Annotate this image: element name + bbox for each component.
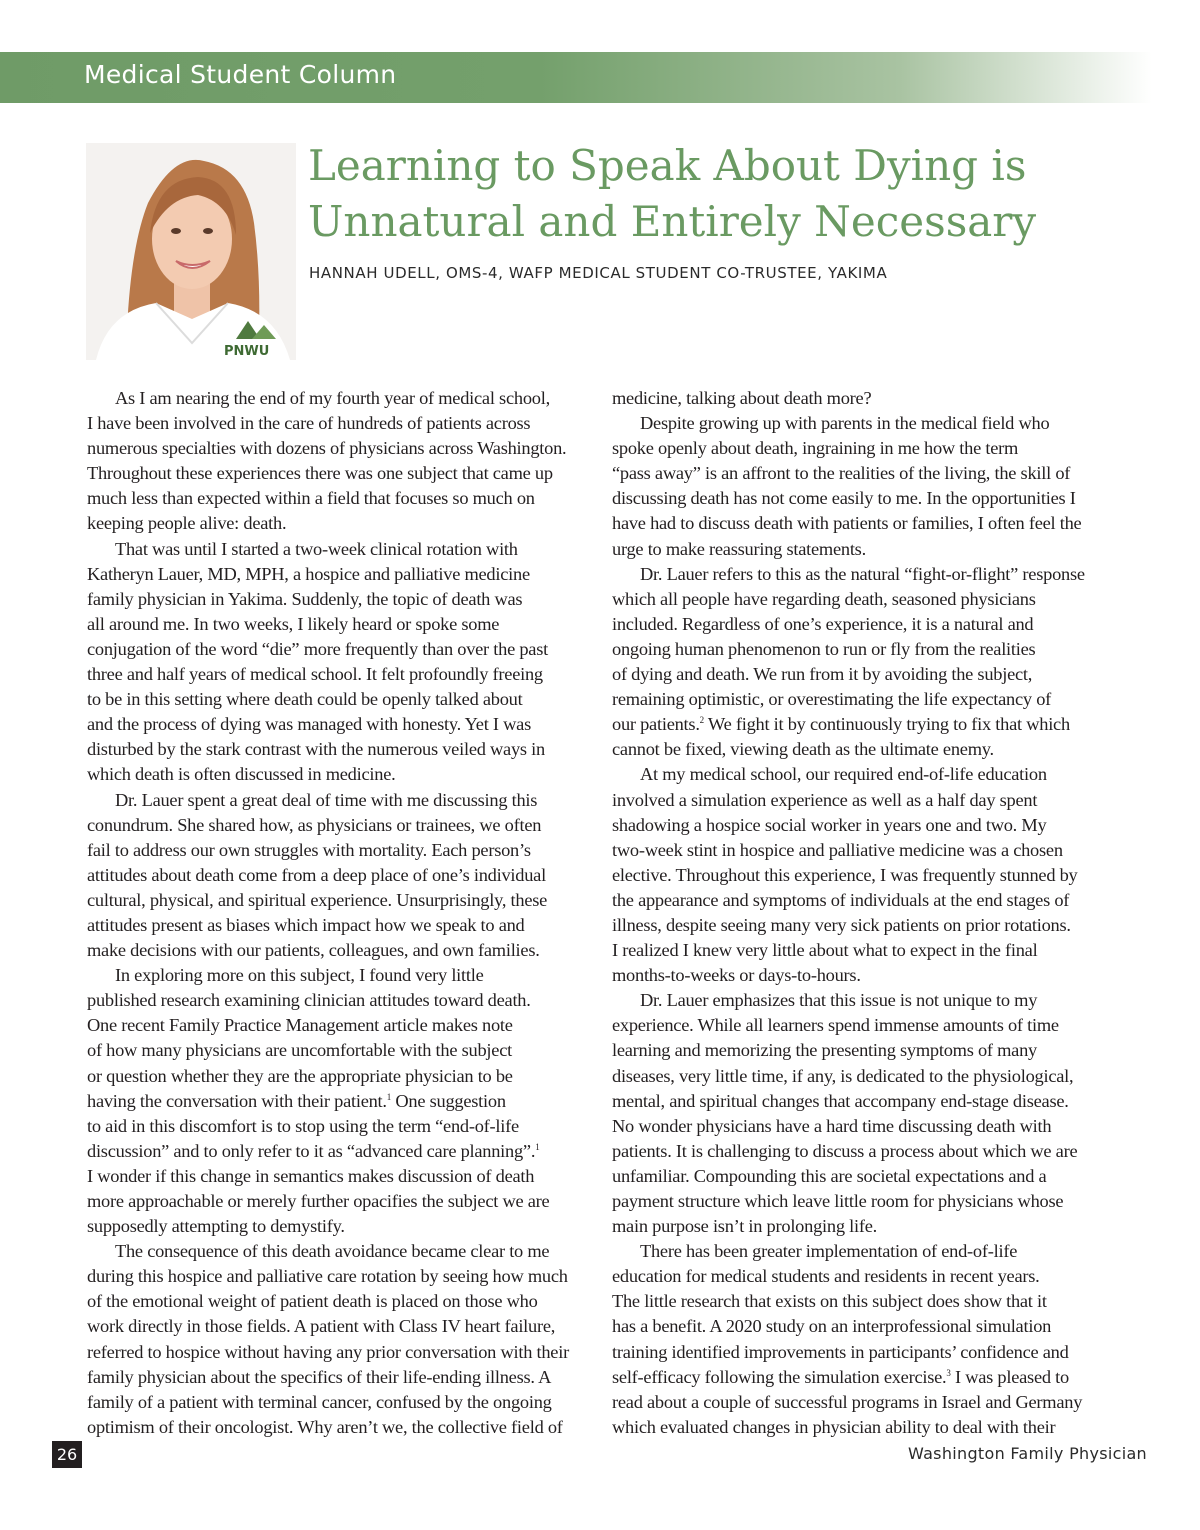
line-text: shadowing a hospice social worker in years one and two. My	[612, 814, 1047, 835]
text-line	[87, 687, 597, 712]
page-number: 26	[52, 1441, 82, 1468]
line-text: of dying and death. We run from it by avoiding the subject,	[612, 664, 1033, 685]
text-line	[612, 537, 1122, 562]
text-line	[87, 662, 597, 687]
text-line	[87, 562, 597, 587]
text-line	[87, 436, 597, 461]
line-text: which evaluated changes in physician ability to deal with their	[612, 1416, 1056, 1437]
line-text: cultural, physical, and spiritual experience. Unsurprisingly, these	[87, 889, 548, 910]
text-line	[612, 1239, 1122, 1264]
text-line	[87, 737, 597, 762]
line-text: attitudes present as biases which impact how we speak to and	[87, 914, 525, 935]
text-line	[612, 762, 1122, 787]
text-line	[87, 888, 597, 913]
text-line	[612, 461, 1122, 486]
text-line	[87, 762, 597, 787]
text-line	[612, 863, 1122, 888]
text-line	[612, 1264, 1122, 1289]
text-line	[87, 511, 597, 536]
text-line	[612, 888, 1122, 913]
line-text: make decisions with our patients, colleagues, and own families.	[87, 940, 540, 961]
line-text: the appearance and symptoms of individuals at the end stages of	[612, 889, 1070, 910]
line-text: education for medical students and residents in recent years.	[612, 1266, 1040, 1287]
line-text: our patients.	[612, 714, 700, 735]
line-text: disturbed by the stark contrast with the numerous veiled ways in	[87, 739, 545, 760]
line-text: Dr. Lauer emphasizes that this issue is not unique to my	[640, 990, 1038, 1011]
text-line	[87, 813, 597, 838]
line-text: At my medical school, our required end-of-life education	[640, 764, 1047, 785]
text-line	[612, 587, 1122, 612]
text-line	[612, 1114, 1122, 1139]
text-column-left	[87, 386, 597, 1440]
text-line	[612, 913, 1122, 938]
text-line	[87, 411, 597, 436]
text-line	[612, 1164, 1122, 1189]
text-line	[612, 662, 1122, 687]
text-line	[612, 988, 1122, 1013]
text-line	[612, 687, 1122, 712]
footnote-ref: 3	[946, 1367, 951, 1378]
text-line	[87, 1415, 597, 1440]
text-line	[612, 486, 1122, 511]
line-text: That was until I started a two-week clinical rotation with	[115, 538, 518, 559]
footnote-ref: 1	[535, 1141, 540, 1152]
text-line	[87, 838, 597, 863]
text-line	[87, 1264, 597, 1289]
line-text: urge to make reassuring statements.	[612, 538, 866, 559]
line-text: of the emotional weight of patient death is placed on those who	[87, 1291, 538, 1312]
section-banner	[0, 52, 1200, 103]
line-text: months-to-weeks or days-to-hours.	[612, 965, 861, 986]
text-line	[612, 1089, 1122, 1114]
text-line	[612, 1314, 1122, 1339]
line-text: experience. While all learners spend immense amounts of time	[612, 1015, 1059, 1036]
text-line	[87, 486, 597, 511]
text-line	[87, 1189, 597, 1214]
line-text: included. Regardless of one’s experience, it is a natural and	[612, 613, 1034, 634]
text-line	[612, 838, 1122, 863]
text-line	[612, 737, 1122, 762]
line-text: patients. It is challenging to discuss a process about which we are	[612, 1140, 1078, 1161]
text-line	[87, 537, 597, 562]
text-line	[87, 1038, 597, 1063]
line-text: mental, and spiritual changes that accompany end-stage disease.	[612, 1090, 1069, 1111]
text-line	[612, 436, 1122, 461]
text-line	[612, 712, 1122, 737]
line-text-continued: We fight it by continuously trying to fix that which	[703, 714, 1070, 735]
photo-badge: PNWU	[224, 344, 270, 359]
line-text: The little research that exists on this subject does show that it	[612, 1291, 1047, 1312]
line-text: family of a patient with terminal cancer, confused by the ongoing	[87, 1391, 552, 1412]
text-line	[612, 963, 1122, 988]
line-text: “pass away” is an affront to the realities of the living, the skill of	[612, 463, 1071, 484]
line-text: which death is often discussed in medicine.	[87, 764, 396, 785]
line-text: As I am nearing the end of my fourth year of medical school,	[115, 388, 550, 408]
text-line	[612, 813, 1122, 838]
text-line	[87, 1114, 597, 1139]
line-text: No wonder physicians have a hard time discussing death with	[612, 1115, 1052, 1136]
line-text: family physician in Yakima. Suddenly, the topic of death was	[87, 588, 523, 609]
text-line	[87, 863, 597, 888]
line-text: involved a simulation experience as well as a half day spent	[612, 789, 1038, 810]
text-line	[612, 1340, 1122, 1365]
text-line	[87, 1314, 597, 1339]
line-text: Throughout these experiences there was one subject that came up	[87, 463, 553, 484]
text-line	[87, 938, 597, 963]
line-text: spoke openly about death, ingraining in me how the term	[612, 438, 1019, 459]
line-text: diseases, very little time, if any, is dedicated to the physiological,	[612, 1065, 1074, 1086]
text-line	[87, 1289, 597, 1314]
line-text: attitudes about death come from a deep place of one’s individual	[87, 864, 546, 885]
text-line	[612, 411, 1122, 436]
line-text: supposedly attempting to demystify.	[87, 1216, 345, 1237]
text-line	[87, 612, 597, 637]
publication-name: Washington Family Physician	[907, 1444, 1147, 1463]
line-text: numerous specialties with dozens of physicians across Washington.	[87, 438, 567, 459]
text-line	[612, 386, 1122, 411]
line-text: cannot be fixed, viewing death as the ultimate enemy.	[612, 739, 994, 760]
line-text: and the process of dying was managed with honesty. Yet I was	[87, 714, 532, 735]
text-column-right	[612, 386, 1122, 1440]
text-line	[612, 637, 1122, 662]
text-line	[87, 1139, 597, 1164]
line-text: One recent Family Practice Management article makes note	[87, 1015, 513, 1036]
line-text: main purpose isn’t in prolonging life.	[612, 1216, 877, 1237]
title-line: Learning to Speak About Dying is	[308, 141, 1027, 190]
line-text-continued: One suggestion	[391, 1090, 506, 1111]
line-text: to be in this setting where death could be openly talked about	[87, 689, 523, 710]
footnote-ref: 2	[699, 715, 704, 726]
footnote-ref: 1	[386, 1091, 392, 1102]
text-line	[612, 1189, 1122, 1214]
text-line	[612, 1390, 1122, 1415]
text-line	[612, 1013, 1122, 1038]
text-line	[612, 511, 1122, 536]
text-line	[87, 587, 597, 612]
author-photo	[86, 143, 296, 360]
line-text: remaining optimistic, or overestimating the life expectancy of	[612, 689, 1052, 710]
line-text: has a benefit. A 2020 study on an interprofessional simulation	[612, 1316, 1052, 1337]
line-text: referred to hospice without having any prior conversation with their	[87, 1341, 569, 1362]
text-line	[87, 1013, 597, 1038]
text-line	[87, 712, 597, 737]
line-text: There has been greater implementation of end-of-life	[640, 1241, 1018, 1262]
section-title: Medical Student Column	[84, 60, 397, 89]
text-line	[87, 788, 597, 813]
line-text: I have been involved in the care of hundreds of patients across	[87, 413, 531, 434]
line-text: or question whether they are the appropriate physician to be	[87, 1065, 513, 1086]
text-line	[87, 1390, 597, 1415]
line-text: Dr. Lauer refers to this as the natural “fight-or-flight” response	[640, 563, 1085, 584]
line-text: during this hospice and palliative care rotation by seeing how much	[87, 1266, 568, 1287]
line-text: optimism of their oncologist. Why aren’t we, the collective field of	[87, 1416, 563, 1437]
line-text: published research examining clinician attitudes toward death.	[87, 990, 531, 1011]
line-text: self-efficacy following the simulation exercise.	[612, 1366, 947, 1387]
line-text: ongoing human phenomenon to run or fly from the realities	[612, 638, 1036, 659]
line-text: Dr. Lauer spent a great deal of time with me discussing this	[115, 789, 538, 810]
text-line	[87, 1064, 597, 1089]
text-line	[612, 1365, 1122, 1390]
text-line	[87, 963, 597, 988]
line-text: training identified improvements in participants’ confidence and	[612, 1341, 1069, 1362]
text-line	[612, 1139, 1122, 1164]
article-title	[308, 138, 1168, 250]
text-line	[87, 461, 597, 486]
line-text: family physician about the specifics of their life-ending illness. A	[87, 1366, 552, 1387]
text-line	[87, 1340, 597, 1365]
title-line: Unnatural and Entirely Necessary	[308, 197, 1037, 246]
line-text: have had to discuss death with patients or families, I often feel the	[612, 513, 1082, 534]
line-text: conundrum. She shared how, as physicians or trainees, we often	[87, 814, 542, 835]
line-text: two-week stint in hospice and palliative medicine was a chosen	[612, 839, 1063, 860]
line-text: three and half years of medical school. It felt profoundly freeing	[87, 664, 543, 685]
line-text: to aid in this discomfort is to stop using the term “end-of-life	[87, 1115, 519, 1136]
line-text: keeping people alive: death.	[87, 513, 287, 534]
author-byline: HANNAH UDELL, OMS-4, WAFP MEDICAL STUDENT CO-TRUSTEE, YAKIMA	[309, 264, 888, 282]
line-text: elective. Throughout this experience, I was frequently stunned by	[612, 864, 1078, 885]
line-text: much less than expected within a field that focuses so much on	[87, 488, 535, 509]
text-line	[612, 938, 1122, 963]
line-text: more approachable or merely further opacifies the subject we are	[87, 1191, 550, 1211]
text-line	[87, 1089, 597, 1114]
text-line	[612, 1064, 1122, 1089]
text-line	[612, 1289, 1122, 1314]
text-line	[87, 637, 597, 662]
line-text: of how many physicians are uncomfortable with the subject	[87, 1040, 512, 1061]
line-text: payment structure which leave little room for physicians whose	[612, 1191, 1064, 1211]
line-text: fail to address our own struggles with mortality. Each person’s	[87, 839, 531, 860]
line-text: medicine, talking about death more?	[612, 388, 872, 408]
text-line	[612, 612, 1122, 637]
line-text: conjugation of the word “die” more frequently than over the past	[87, 638, 548, 659]
line-text: all around me. In two weeks, I likely heard or spoke some	[87, 613, 500, 634]
line-text: read about a couple of successful programs in Israel and Germany	[612, 1391, 1083, 1412]
line-text: learning and memorizing the presenting symptoms of many	[612, 1040, 1037, 1061]
text-line	[612, 1214, 1122, 1239]
line-text-continued: I was pleased to	[950, 1366, 1069, 1387]
line-text: discussion” and to only refer to it as “advanced care planning”.	[87, 1140, 536, 1161]
line-text: having the conversation with their patient.	[87, 1090, 387, 1111]
line-text: Katheryn Lauer, MD, MPH, a hospice and palliative medicine	[87, 563, 530, 584]
text-line	[612, 562, 1122, 587]
line-text: work directly in those fields. A patient with Class IV heart failure,	[87, 1316, 556, 1337]
text-line	[87, 913, 597, 938]
text-line	[87, 1239, 597, 1264]
text-line	[87, 1164, 597, 1189]
text-line	[612, 788, 1122, 813]
line-text: In exploring more on this subject, I found very little	[115, 965, 484, 986]
line-text: illness, despite seeing many very sick patients on prior rotations.	[612, 914, 1071, 935]
line-text: The consequence of this death avoidance became clear to me	[115, 1241, 550, 1262]
text-line	[612, 1038, 1122, 1063]
line-text: I wonder if this change in semantics makes discussion of death	[87, 1165, 535, 1186]
line-text: Despite growing up with parents in the medical field who	[640, 413, 1050, 434]
text-line	[87, 1214, 597, 1239]
line-text: discussing death has not come easily to me. In the opportunities I	[612, 488, 1076, 509]
line-text: unfamiliar. Compounding this are societal expectations and a	[612, 1165, 1047, 1186]
text-line	[87, 386, 597, 411]
text-line	[612, 1415, 1122, 1440]
line-text: I realized I knew very little about what to expect in the final	[612, 940, 1038, 961]
text-line	[87, 988, 597, 1013]
text-line	[87, 1365, 597, 1390]
line-text: which all people have regarding death, seasoned physicians	[612, 588, 1036, 609]
